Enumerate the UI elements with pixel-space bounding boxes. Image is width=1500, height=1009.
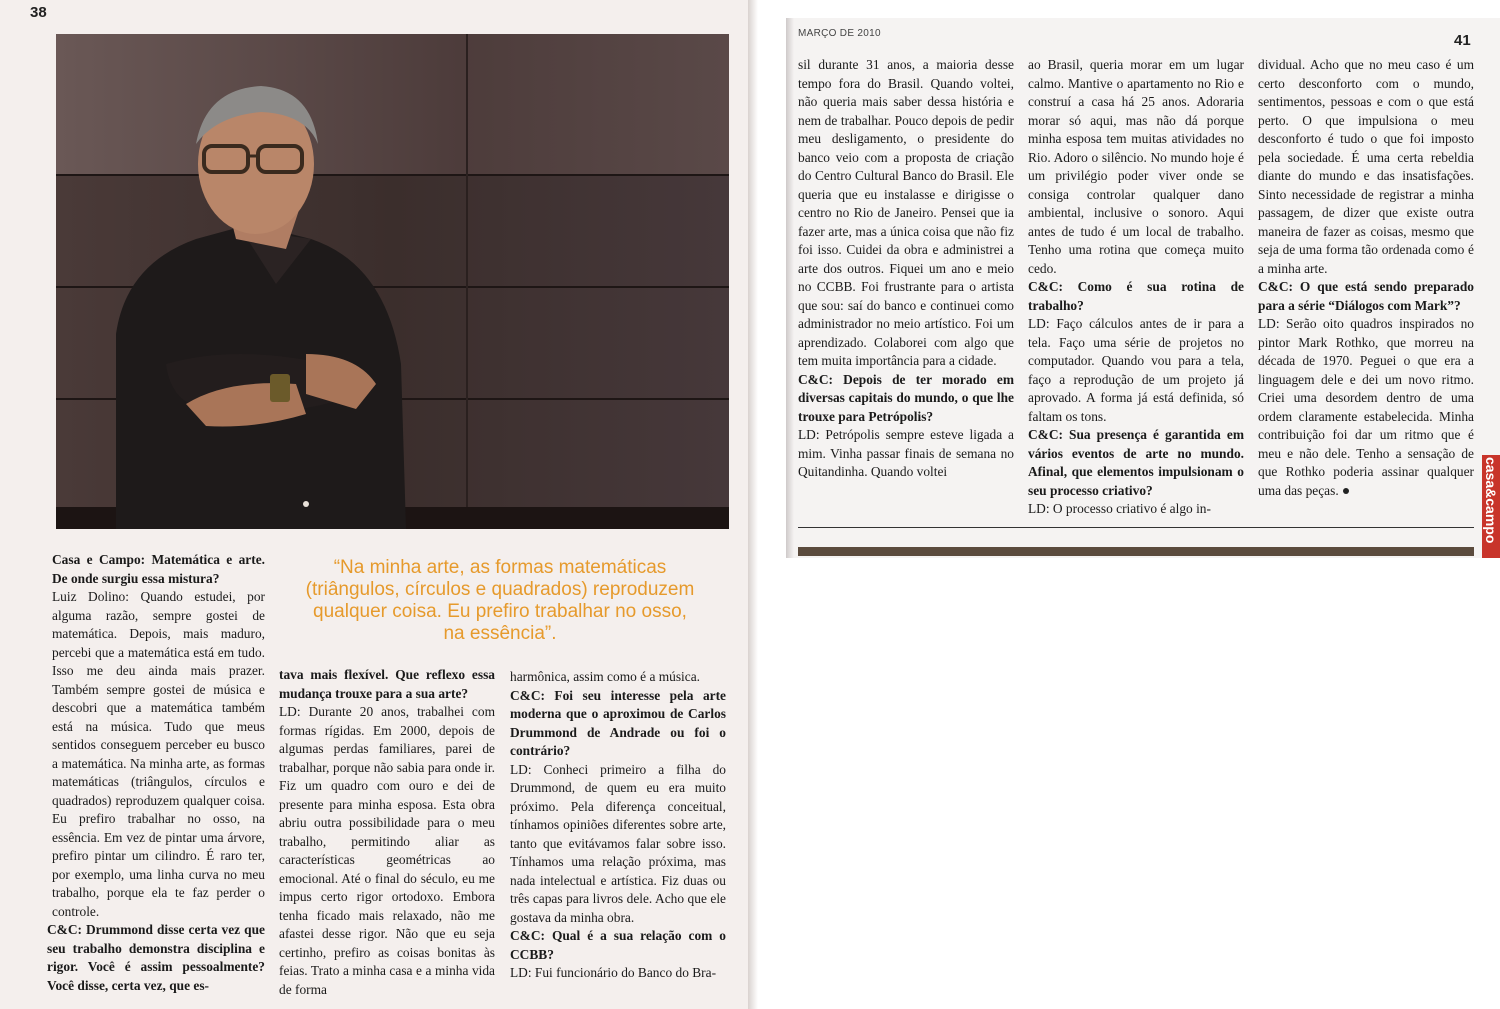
pull-quote: “Na minha arte, as formas matemáticas (triângulos, círculos e quadrados) reproduzem qualquer coisa. Eu prefiro trabalhar no osso, na essência”. xyxy=(305,557,695,644)
magazine-side-tab xyxy=(1482,455,1500,558)
answer: harmônica, assim como é a música. xyxy=(510,669,701,684)
left-column-2 xyxy=(279,666,495,999)
answer: Luiz Dolino: Quando estudei, por alguma razão, sempre gostei de matemática. Depois, mais maduro, percebi que a matemática está em tudo. Isso me deu ainda mais prazer. Também sempre gostei de música e descobri que a matemática também está na música. Tudo que meus sentidos conseguem perceber eu busco a matemática. Na minha arte, as formas matemáticas (triângulos, círculos e quadrados) reproduzem qualquer coisa. Eu prefiro trabalhar no osso, na essência. Em vez de pintar uma árvore, prefiro pintar um cilindro. É raro ter, por exemplo, uma linha curva no meu trabalho, porque ela te faz perder o controle. xyxy=(52,589,265,919)
page-number-left: 38 xyxy=(30,4,47,21)
page-gutter xyxy=(748,0,758,1009)
next-image-strip xyxy=(798,547,1474,556)
answer: LD: Fui funcionário do Banco do Bra- xyxy=(510,965,717,980)
answer: dividual. Acho que no meu caso é um certo desconforto com o mundo, sentimentos, pessoas e com o que está perto. O que impulsiona o meu desconforto é tudo o que foi imposto pela sociedade. É uma certa rebeldia diante do mundo e das insatisfações. Sinto necessidade de registrar a minha passagem, de dizer que existe outra maneira de fazer as coisas, mesmo que seja de uma forma tão ordenada como é a minha arte. xyxy=(1258,57,1474,276)
divider-rule xyxy=(798,527,1474,528)
answer: LD: Durante 20 anos, trabalhei com formas rígidas. Em 2000, depois de algumas perdas familiares, parei de trabalhar, porque não sabia para onde ir. Fiz um quadro com ouro e dei de presente para minha esposa. Esta obra abriu outra possibilidade para o meu trabalho, permitindo aliar as características geométricas ao emocional. Até o final do século, eu me impus certo rigor ortodoxo. Embora tenha ficado mais relaxado, não me afastei desse rigor. Não que eu seja certinho, prefiro as coisas bonitas às feias. Trato a minha casa e a minha vida de forma xyxy=(279,704,495,997)
right-page-edge xyxy=(786,18,794,558)
question: C&C: Qual é a sua relação com o CCBB? xyxy=(510,928,726,962)
answer: LD: Petrópolis sempre esteve ligada a mim. Vinha passar finais de semana no Quitandinha. Quando voltei xyxy=(798,427,1014,479)
question: Casa e Campo: Matemática e arte. De onde surgiu essa mistura? xyxy=(52,552,265,586)
right-column-1 xyxy=(798,56,1014,482)
side-tab-text: casa&campo xyxy=(1483,457,1499,544)
answer: LD: Conheci primeiro a filha do Drummond, de quem eu era muito próximo. Pela diferença conceitual, tínhamos opiniões diferentes sobre arte, tanto que evitávamos falar sobre isso. Tínhamos uma relação próxima, mas nada intelectual e artística. Fiz duas ou três capas para livros dele. Acho que ele gostava da minha obra. xyxy=(510,761,726,925)
answer-text: LD: Serão oito quadros inspirados no pintor Mark Rothko, que morreu na década de 1970. Peguei o que era a linguagem dele e dei um novo ritmo. Criei uma desordem dentro de uma ordem claramente estabelecida. Minha contribuição foi dar um ritmo que é meu e não dele. Tenho a sensação de que Rothko poderia assinar qualquer uma das peças. xyxy=(1258,316,1474,498)
left-column-3 xyxy=(510,668,726,983)
artist-photo xyxy=(56,34,729,529)
question: C&C: Como é sua rotina de trabalho? xyxy=(1028,279,1244,313)
left-column-1 xyxy=(47,551,265,995)
answer: LD: Faço cálculos antes de ir para a tela. Faço uma série de projetos no computador. Quando vou para a tela, faço a reprodução de um projeto já aprovado. A forma já está definida, só faltam os tons. xyxy=(1028,316,1244,424)
answer xyxy=(1258,315,1474,500)
question: tava mais flexível. Que reflexo essa mudança trouxe para a sua arte? xyxy=(279,667,495,701)
issue-date: MARÇO DE 2010 xyxy=(798,28,881,39)
artist-figure xyxy=(56,34,729,529)
question: C&C: O que está sendo preparado para a série “Diálogos com Mark”? xyxy=(1258,279,1474,313)
question: C&C: Foi seu interesse pela arte moderna que o aproximou de Carlos Drummond de Andrade ou foi o contrário? xyxy=(510,687,726,758)
question: C&C: Drummond disse certa vez que seu trabalho demonstra disciplina e rigor. Você é assim pessoalmente? Você disse, certa vez, que es- xyxy=(47,922,265,993)
question: C&C: Sua presença é garantida em vários eventos de arte no mundo. Afinal, que elementos impulsionam o seu processo criativo? xyxy=(1028,427,1244,498)
right-column-2 xyxy=(1028,56,1244,519)
answer: sil durante 31 anos, a maioria desse tempo fora do Brasil. Quando voltei, não queria mais saber dessa história e nem de trabalhar. Pouco depois de pedir meu desligamento, o presidente do banco veio com a proposta de criação do Centro Cultural Banco do Brasil. Ele queria que eu instalasse e dirigisse o centro no Rio de Janeiro. Pensei que ia fazer arte, mas a única coisa que não fiz foi isso. Cuidei da obra e administrei a arte dos outros. Fiquei um ano e meio no CCBB. Foi frustrante para o artista que sou: saí do banco e continuei como administrador no meio artístico. Foi um aprendizado. Colaborei com algo que tem muita importância para a cidade. xyxy=(798,57,1014,368)
answer: ao Brasil, queria morar em um lugar calmo. Mantive o apartamento no Rio e construí a casa há 25 anos. Adoraria morar só aqui, mas não dá porque minha esposa tem muitas atividades no Rio. Adoro o silêncio. No mundo hoje é um privilégio poder viver onde se consiga controlar qualquer dano ambiental, inclusive o sonoro. Aqui antes de tudo é um local de trabalho. Tenho uma rotina que começa muito cedo. xyxy=(1028,57,1244,276)
answer: LD: O processo criativo é algo in- xyxy=(1028,501,1211,516)
page-number-right: 41 xyxy=(1454,32,1471,49)
end-mark-icon xyxy=(1343,488,1349,494)
right-column-3 xyxy=(1258,56,1474,500)
question: C&C: Depois de ter morado em diversas capitais do mundo, o que lhe trouxe para Petrópolis? xyxy=(798,371,1014,424)
